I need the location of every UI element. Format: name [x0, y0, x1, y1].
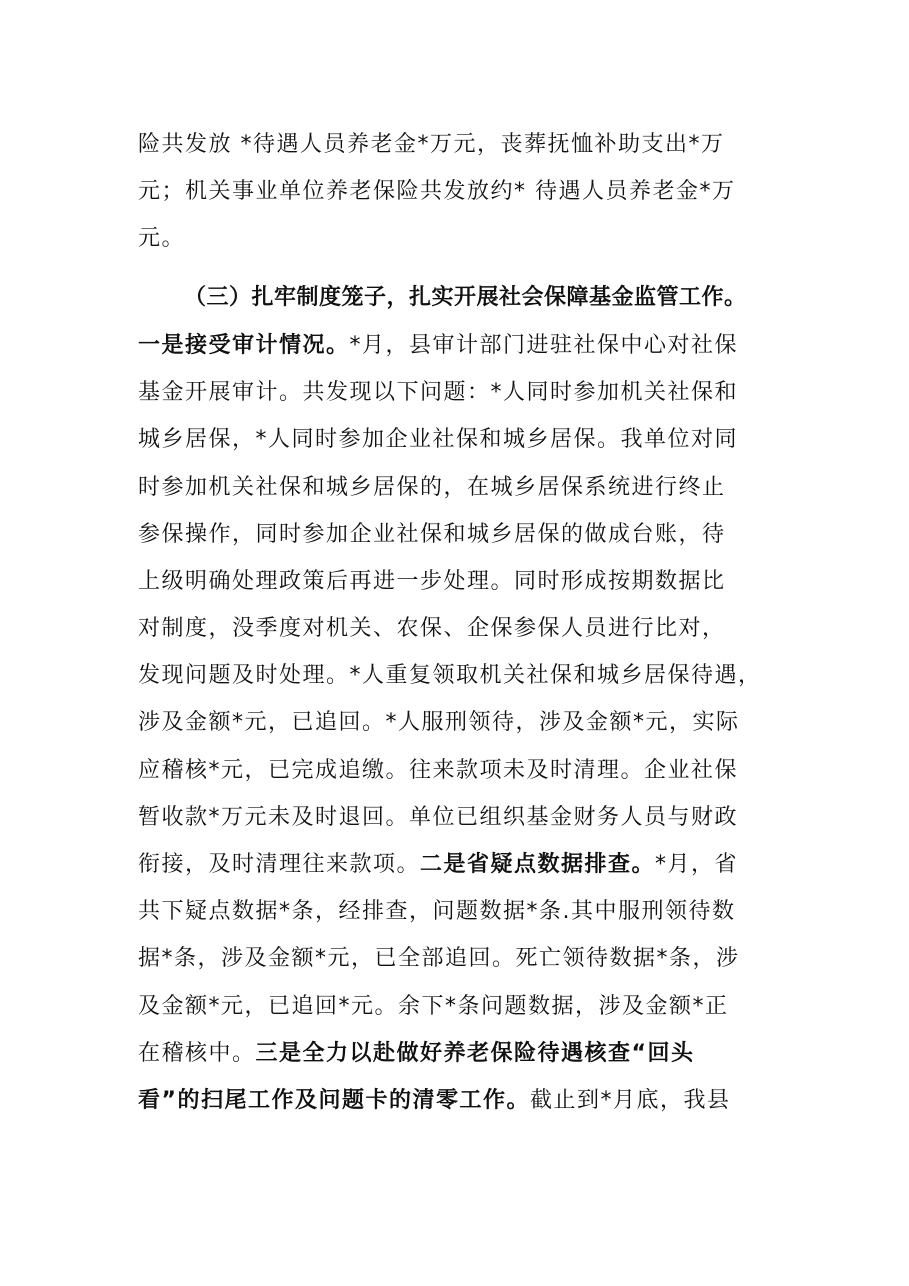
text-run: 险共发放 *待遇人员养老金*万元，丧葬抚恤补助支出*万	[138, 132, 725, 157]
text-run: 城乡居保，*人同时参加企业社保和城乡居保。我单位对同	[138, 427, 739, 452]
text-run: 涉及金额*元，已追回。*人服刑领待，涉及金额*元，实际	[138, 710, 740, 735]
text-run: 据*条，涉及金额*元，已全部追回。死亡领待数据*条，涉	[138, 946, 740, 971]
text-run: 元；机关事业单位养老保险共发放约* 待遇人员养老金*万	[138, 179, 736, 204]
paragraph-line	[138, 224, 778, 254]
text-run: 截止到*月底，我县	[529, 1088, 731, 1113]
text-run: *月，省	[655, 852, 739, 877]
paragraph-line	[138, 803, 778, 833]
text-run: 对制度，没季度对机关、农保、企保参保人员进行比对，	[138, 616, 726, 641]
paragraph-line	[138, 1086, 778, 1116]
subheading-inline: 看”的扫尾工作及问题卡的清零工作。	[138, 1088, 530, 1113]
paragraph-line	[138, 520, 778, 550]
paragraph-line	[138, 944, 778, 974]
text-run: 上级明确处理政策后再进一步处理。同时形成按期数据比	[138, 569, 726, 594]
text-run: 发现问题及时处理。*人重复领取机关社保和城乡居保待遇，	[138, 663, 762, 688]
text-run: 衔接，及时清理往来款项。	[138, 852, 421, 877]
paragraph-line	[138, 850, 778, 880]
text-run: 参保操作，同时参加企业社保和城乡居保的做成台账，待	[138, 522, 726, 547]
paragraph-line	[138, 425, 778, 455]
paragraph-line	[138, 177, 778, 207]
paragraph-line	[138, 473, 778, 503]
text-run: 基金开展审计。共发现以下问题：*人同时参加机关社保和	[138, 380, 739, 405]
paragraph-line	[138, 567, 778, 597]
paragraph-line	[138, 378, 778, 408]
text-run: *月，县审计部门进驻社保中心对社保	[349, 333, 739, 358]
paragraph-line	[138, 614, 778, 644]
paragraph-line	[138, 756, 778, 786]
text-run: 及金额*元，已追回*元。余下*条问题数据，涉及金额*正	[138, 994, 729, 1019]
text-run: 共下疑点数据*条，经排查，问题数据*条.其中服刑领待数	[138, 899, 736, 924]
heading-text: （三）扎牢制度笼子，扎实开展社会保障基金监管工作。	[184, 285, 747, 310]
subheading-inline: 三是全力以赴做好养老保险待遇核查“回头	[255, 1041, 695, 1066]
paragraph-line	[138, 130, 778, 160]
text-run: 元。	[138, 226, 186, 251]
text-run: 时参加机关社保和城乡居保的，在城乡居保系统进行终止	[138, 475, 726, 500]
paragraph-line	[138, 992, 778, 1022]
paragraph-line	[138, 661, 778, 691]
section-heading	[184, 283, 784, 313]
text-run: 应稽核*元，已完成追缴。往来款项未及时清理。企业社保	[138, 758, 739, 783]
text-run: 在稽核中。	[138, 1041, 256, 1066]
paragraph-line	[138, 331, 778, 361]
subheading-inline: 一是接受审计情况。	[138, 333, 350, 358]
text-run: 暂收款*万元未及时退回。单位已组织基金财务人员与财政	[138, 805, 739, 830]
paragraph-line	[138, 1039, 778, 1069]
subheading-inline: 二是省疑点数据排查。	[420, 852, 656, 877]
paragraph-line	[138, 897, 778, 927]
paragraph-line	[138, 708, 778, 738]
